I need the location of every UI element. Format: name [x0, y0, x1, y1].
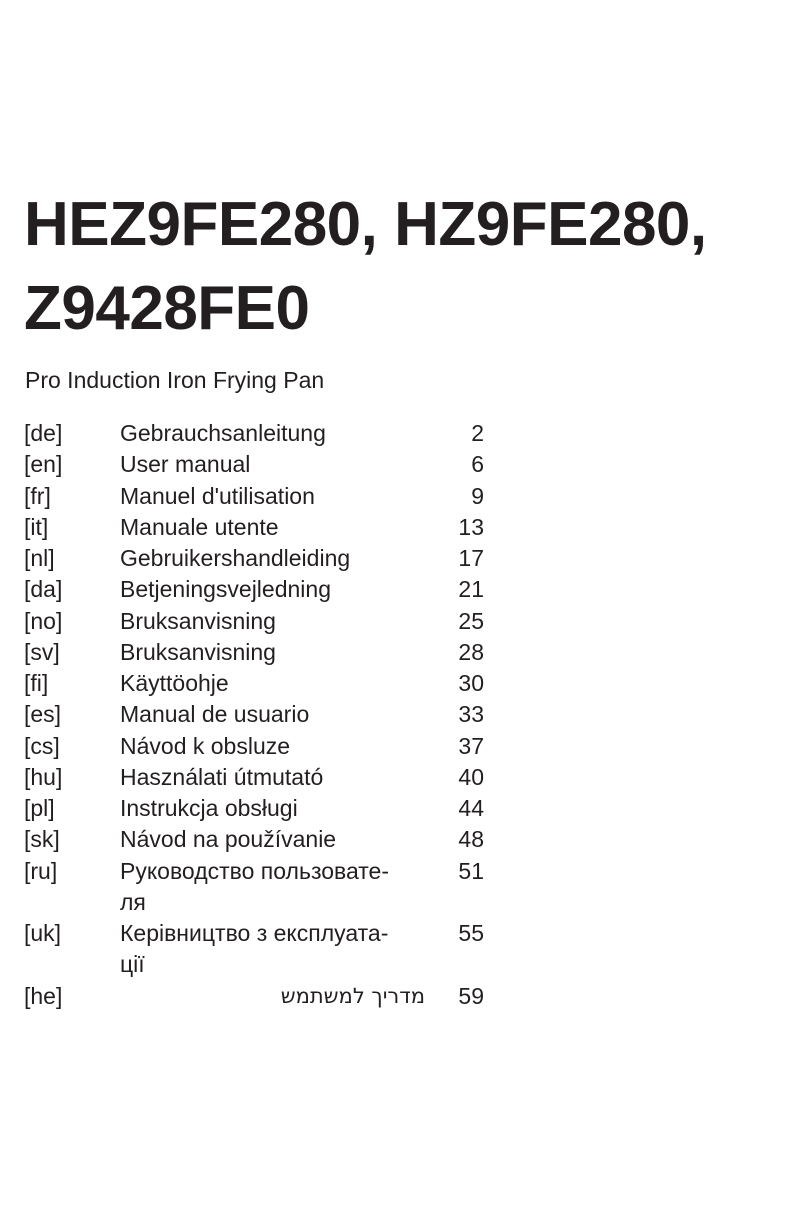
toc-language-code: [fr]	[24, 482, 51, 509]
toc-page-number: 44	[458, 795, 484, 821]
toc-language-code: [sv]	[24, 638, 60, 665]
toc-language-code: [uk]	[24, 920, 62, 946]
toc-language-code: [ru]	[24, 857, 58, 884]
toc-page-number: 37	[458, 732, 484, 759]
toc-manual-title: Bruksanvisning	[120, 607, 276, 634]
toc-entry-cs[interactable]	[24, 731, 484, 762]
toc-manual-title: Bruksanvisning	[120, 638, 276, 665]
toc-manual-title: Használati útmutató	[120, 763, 324, 790]
toc-language-code: [hu]	[24, 763, 63, 790]
toc-language-code: [de]	[24, 420, 63, 446]
product-name: Pro Induction Iron Frying Pan	[25, 367, 325, 393]
toc-language-code: [sk]	[24, 826, 60, 853]
toc-page-number: 13	[458, 513, 484, 540]
toc-entry-fr[interactable]	[24, 481, 484, 512]
toc-language-code: [nl]	[24, 545, 55, 571]
toc-manual-title: Керівництво з експлуата- ції	[120, 920, 389, 978]
toc-entry-no[interactable]	[24, 606, 484, 637]
toc-page-number: 2	[471, 420, 484, 446]
toc-manual-title: Руководство пользовате- ля	[120, 857, 389, 915]
toc-entry-nl[interactable]	[24, 543, 484, 574]
toc-language-code: [no]	[24, 607, 63, 634]
toc-page-number: 51	[458, 857, 484, 884]
toc-language-code: [he]	[24, 982, 63, 1009]
toc-entry-sk[interactable]	[24, 824, 484, 855]
toc-manual-title: Betjeningsvejledning	[120, 576, 331, 603]
toc-manual-title: User manual	[120, 451, 251, 478]
model-numbers-line-2: Z9428FE0	[24, 274, 310, 343]
toc-entry-de[interactable]	[24, 418, 484, 449]
language-table-of-contents	[24, 418, 484, 1012]
toc-manual-title: Gebrauchsanleitung	[120, 420, 326, 446]
toc-entry-ru[interactable]	[24, 856, 484, 919]
toc-language-code: [en]	[24, 451, 63, 478]
toc-manual-title: מדריך למשתמש	[280, 983, 425, 1008]
toc-manual-title: Manuel d'utilisation	[120, 482, 315, 509]
toc-page-number: 59	[458, 982, 484, 1009]
toc-language-code: [cs]	[24, 732, 60, 759]
toc-entry-it[interactable]	[24, 512, 484, 543]
toc-entry-he[interactable]	[24, 981, 484, 1012]
toc-manual-title: Käyttöohje	[120, 670, 229, 696]
toc-manual-title: Návod k obsluze	[120, 732, 291, 759]
toc-entry-fi[interactable]	[24, 668, 484, 699]
model-numbers-line-1: HEZ9FE280, HZ9FE280,	[24, 190, 707, 259]
toc-entry-en[interactable]	[24, 449, 484, 480]
toc-entry-uk[interactable]	[24, 918, 484, 981]
toc-manual-title: Gebruikershandleiding	[120, 545, 351, 571]
toc-manual-title: Návod na používanie	[120, 826, 337, 853]
toc-page-number: 25	[458, 607, 484, 634]
toc-manual-title: Manual de usuario	[120, 701, 310, 728]
toc-entry-sv[interactable]	[24, 637, 484, 668]
toc-page-number: 48	[458, 826, 484, 853]
toc-page-number: 30	[458, 670, 484, 696]
toc-page-number: 6	[471, 451, 484, 478]
model-numbers-title	[24, 183, 804, 351]
toc-manual-title: Manuale utente	[120, 513, 279, 540]
toc-entry-es[interactable]	[24, 699, 484, 730]
toc-manual-title: Instrukcja obsługi	[120, 795, 298, 821]
toc-page-number: 9	[471, 482, 484, 509]
toc-entry-da[interactable]	[24, 574, 484, 605]
toc-page-number: 28	[458, 638, 484, 665]
toc-language-code: [it]	[24, 513, 49, 540]
toc-language-code: [pl]	[24, 795, 55, 821]
toc-language-code: [es]	[24, 701, 62, 728]
toc-page-number: 55	[458, 920, 484, 946]
toc-language-code: [fi]	[24, 670, 49, 696]
toc-page-number: 21	[458, 576, 484, 603]
toc-page-number: 33	[458, 701, 484, 728]
toc-entry-hu[interactable]	[24, 762, 484, 793]
toc-page-number: 17	[458, 545, 484, 571]
toc-entry-pl[interactable]	[24, 793, 484, 824]
toc-page-number: 40	[458, 763, 484, 790]
toc-language-code: [da]	[24, 576, 63, 603]
